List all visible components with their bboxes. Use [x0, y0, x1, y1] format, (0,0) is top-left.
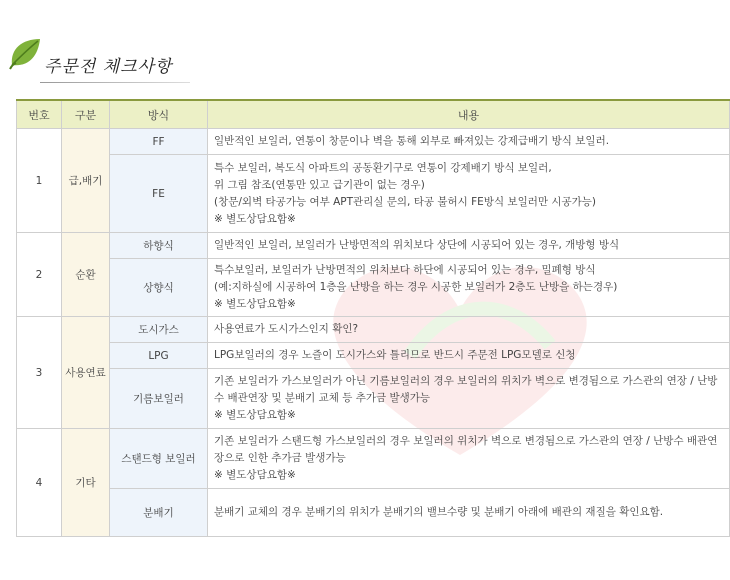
- row-content: [208, 317, 730, 343]
- row-content: [208, 343, 730, 369]
- table-row: [17, 317, 730, 343]
- row-method: 분배기: [110, 489, 208, 537]
- header-method: 방식: [110, 100, 208, 129]
- row-method: 기름보일러: [110, 369, 208, 429]
- content-line: 일반적인 보일러, 보일러가 난방면적의 위치보다 상단에 시공되어 있는 경우, 개방형 방식: [214, 239, 620, 251]
- section-title: [8, 30, 188, 86]
- row-category: 기타: [62, 429, 110, 537]
- content-line: 기존 보일러가 가스보일러가 아닌 기름보일러의 경우 보일러의 위치가 벽으로 변경됨으로 가스관의 연장 / 난방수 배관연장 및 분배기 교체 등 추가금 발생가능: [214, 375, 718, 404]
- content-line: 사용연료가 도시가스인지 확인?: [214, 323, 359, 335]
- row-content: [208, 369, 730, 429]
- row-content: [208, 429, 730, 489]
- content-line: LPG보일러의 경우 노즐이 도시가스와 틀리므로 반드시 주문전 LPG모델로 신청: [214, 349, 576, 361]
- content-line: 위 그림 참조(연통만 있고 급기관이 없는 경우): [214, 178, 425, 191]
- row-content: [208, 489, 730, 537]
- content-line: (창문/외벽 타공가능 여부 APT관리실 문의, 타공 불허시 FE방식 보일러만 시공가능): [214, 195, 596, 208]
- table-row: [17, 343, 730, 369]
- header-number: 번호: [17, 100, 62, 129]
- row-number: 1: [17, 129, 62, 233]
- row-content: [208, 155, 730, 233]
- content-line: 특수 보일러, 복도식 아파트의 공동환기구로 연통이 강제배기 방식 보일러,: [214, 161, 552, 174]
- row-method: 하향식: [110, 233, 208, 259]
- content-line: ※ 별도상담요함※: [214, 409, 296, 421]
- row-method: 스탠드형 보일러: [110, 429, 208, 489]
- row-method: FE: [110, 155, 208, 233]
- row-method: FF: [110, 129, 208, 155]
- row-method: 상향식: [110, 259, 208, 317]
- order-checklist-table: [16, 99, 730, 537]
- table-row: [17, 155, 730, 233]
- header-content: 내용: [208, 100, 730, 129]
- content-line: ※ 별도상담요함※: [214, 212, 296, 225]
- table-row: [17, 369, 730, 429]
- title-underline: [40, 82, 190, 83]
- leaf-icon: [8, 35, 44, 71]
- page-title: 주문전 체크사항: [44, 57, 173, 77]
- table-row: [17, 259, 730, 317]
- row-content: [208, 233, 730, 259]
- row-method: 도시가스: [110, 317, 208, 343]
- table-row: [17, 489, 730, 537]
- table-row: [17, 129, 730, 155]
- header-category: 구분: [62, 100, 110, 129]
- table-row: [17, 233, 730, 259]
- table-row: [17, 429, 730, 489]
- row-content: [208, 259, 730, 317]
- content-line: ※ 별도상담요함※: [214, 469, 296, 481]
- row-content: [208, 129, 730, 155]
- row-category: 사용연료: [62, 317, 110, 429]
- row-number: 3: [17, 317, 62, 429]
- content-line: (예:지하실에 시공하여 1층을 난방을 하는 경우 시공한 보일러가 2층도 난방을 하는경우): [214, 281, 618, 293]
- row-number: 2: [17, 233, 62, 317]
- table-header-row: [17, 100, 730, 129]
- row-number: 4: [17, 429, 62, 537]
- content-line: 일반적인 보일러, 연통이 창문이나 벽을 통해 외부로 빠져있는 강제급배기 방식 보일러.: [214, 135, 610, 147]
- row-category: 순환: [62, 233, 110, 317]
- row-method: LPG: [110, 343, 208, 369]
- content-line: ※ 별도상담요함※: [214, 298, 296, 310]
- content-line: 특수보일러, 보일러가 난방면적의 위치보다 하단에 시공되어 있는 경우, 밀폐형 방식: [214, 264, 596, 276]
- row-category: 급,배기: [62, 129, 110, 233]
- content-line: 분배기 교체의 경우 분배기의 위치가 분배기의 밸브수량 및 분배기 아래에 배관의 재질을 확인요함.: [214, 506, 664, 518]
- content-line: 기존 보일러가 스탠드형 가스보일러의 경우 보일러의 위치가 벽으로 변경됨으로 가스관의 연장 / 난방수 배관연장으로 인한 추가금 발생가능: [214, 435, 718, 464]
